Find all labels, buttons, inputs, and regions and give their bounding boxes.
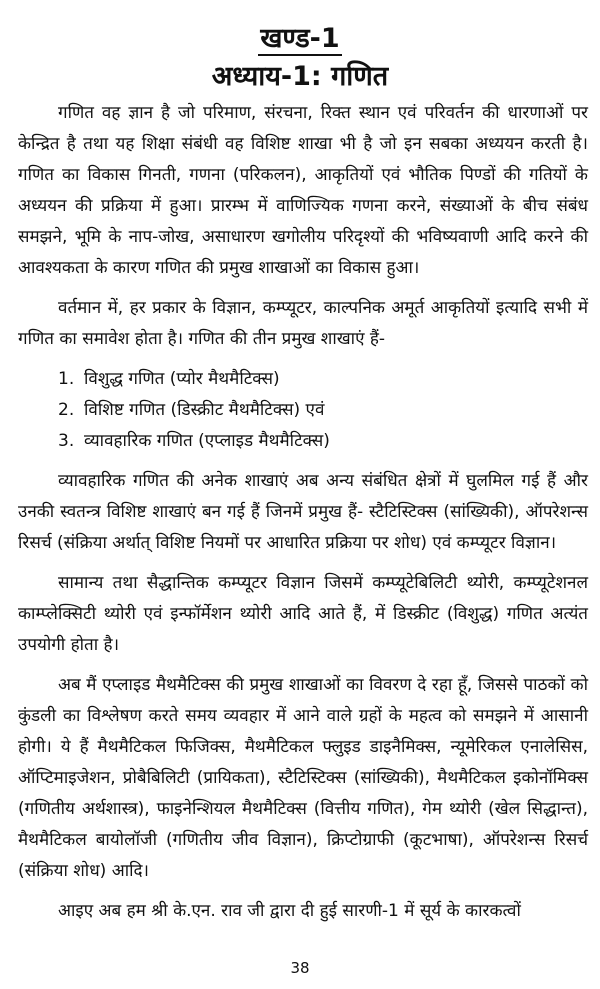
list-item: 2. विशिष्ट गणित (डिस्क्रीट मैथमैटिक्स) एवं [58,400,325,420]
list-item: 3. व्यावहारिक गणित (एप्लाइड मैथमैटिक्स) [58,431,330,451]
paragraph-applied-math: व्यावहारिक गणित की अनेक शाखाएं अब अन्य संबंधित क्षेत्रों में घुलमिल गई हैं और उनकी स्वतन्त्र विशिष्ट शाखाएं बन गई हैं जिनमें प्रमुख हैं- स्टैटिस्टिक्स (सांख्यिकी), ऑपरेशन्स रिसर्च (संक्रिया अर्थात् विशिष्ट नियमों पर आधारित प्रक्रिया पर शोध) एवं कम्प्यूटर विज्ञान। [18,471,588,553]
branches-list [18,364,588,457]
paragraph-branches-intro: वर्तमान में, हर प्रकार के विज्ञान, कम्प्यूटर, काल्पनिक अमूर्त आकृतियों इत्यादि सभी में गणित का समावेश होता है। गणित की तीन प्रमुख शाखाएं हैं- [18,298,588,349]
paragraph-computer-science: सामान्य तथा सैद्धान्तिक कम्प्यूटर विज्ञान जिसमें कम्प्यूटेबिलिटी थ्योरी, कम्प्यूटेशनल काम्प्लेक्सिटी थ्योरी एवं इन्फॉर्मेशन थ्योरी आदि आते हैं, में डिस्क्रीट (विशुद्ध) गणित अत्यंत उपयोगी होता है। [18,573,588,655]
paragraph-closing: आइए अब हम श्री के.एन. राव जी द्वारा दी हुई सारणी-1 में सूर्य के कारकत्वों [58,901,521,921]
section-title: खण्ड-1 [260,23,340,54]
list-item: 1. विशुद्ध गणित (प्योर मैथमैटिक्स) [58,369,280,389]
chapter-title: अध्याय-1: गणित [211,61,389,92]
page-number: 38 [290,959,310,977]
paragraph-applied-branches: अब मैं एप्लाइड मैथमैटिक्स की प्रमुख शाखाओं का विवरण दे रहा हूँ, जिससे पाठकों को कुंडली का विश्लेषण करते समय व्यवहार में आने वाले ग्रहों के महत्व को समझने में आसानी होगी। ये हैं मैथमैटिकल फिजिक्स, मैथमैटिकल फ्लुइड डाइनैमिक्स, न्यूमेरिकल एनालेसिस, ऑप्टिमाइजेशन, प्रोबैबिलिटी (प्रायिकता), स्टैटिस्टिक्स (सांख्यिकी), मैथमैटिकल इकोनॉमिक्स (गणितीय अर्थशास्त्र), फाइनेन्शियल मैथमैटिक्स (वित्तीय गणित), गेम थ्योरी (खेल सिद्धान्त), मैथमैटिकल बायोलॉजी (गणितीय जीव विज्ञान), क्रिप्टोग्राफी (कूटभाषा), ऑपरेशन्स रिसर्च (संक्रिया शोध) आदि। [18,675,588,881]
paragraph-definition: गणित वह ज्ञान है जो परिमाण, संरचना, रिक्त स्थान एवं परिवर्तन की धारणाओं पर केन्द्रित है तथा यह शिक्षा संबंधी वह विशिष्ट शाखा भी है जो इन सबका अध्ययन करती है। गणित का विकास गिनती, गणना (परिकलन), आकृतियों एवं भौतिक पिण्डों की गतियों के अध्ययन की प्रक्रिया में हुआ। प्रारम्भ में वाणिज्यिक गणना करने, संख्याओं के बीच संबंध समझने, भूमि के नाप-जोख, असाधारण खगोलीय परिदृश्यों की भविष्यवाणी आदि करने की आवश्यकता के कारण गणित की प्रमुख शाखाओं का विकास हुआ। [18,103,588,278]
page-body [18,98,588,936]
